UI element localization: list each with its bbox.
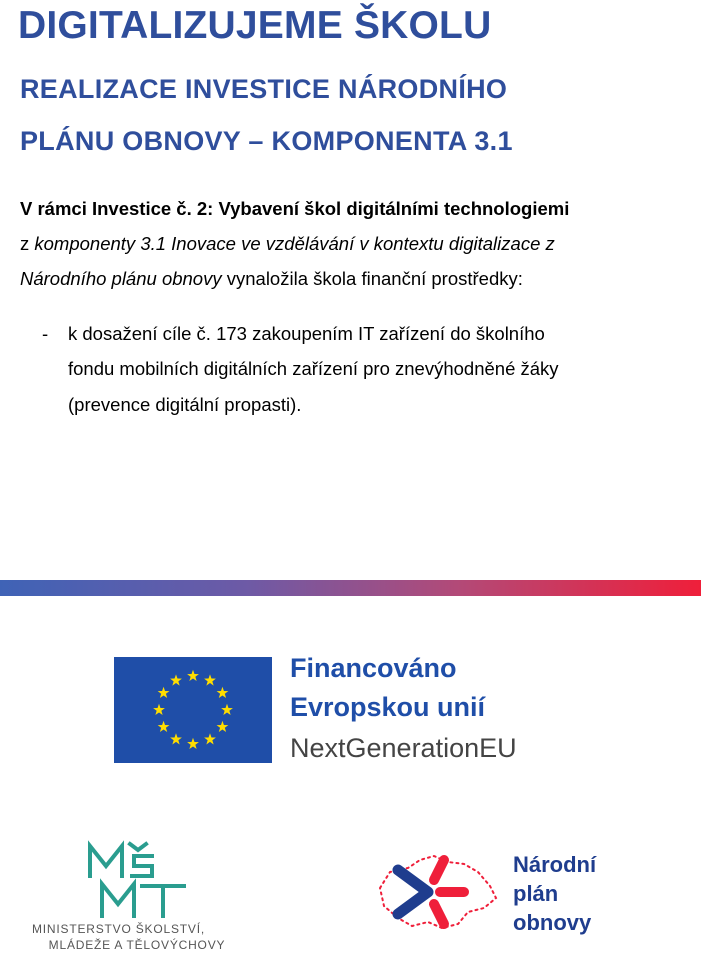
npo-name-line-3: obnovy bbox=[513, 910, 592, 935]
bullet-line-3: (prevence digitální propasti). bbox=[68, 394, 302, 415]
body-line-2-plain: z bbox=[20, 233, 35, 254]
eu-star-icon bbox=[153, 704, 165, 715]
next-generation-eu-label: NextGenerationEU bbox=[290, 733, 517, 763]
subtitle-line-2: PLÁNU OBNOVY – KOMPONENTA 3.1 bbox=[20, 126, 513, 156]
eu-star-icon bbox=[170, 674, 182, 685]
narodni-plan-obnovy-logo bbox=[368, 842, 500, 942]
page-title: DIGITALIZUJEME ŠKOLU bbox=[18, 4, 492, 47]
msmt-logo bbox=[82, 840, 192, 920]
body-line-3-italic: Národního plánu obnovy bbox=[20, 268, 222, 289]
eu-star-icon bbox=[187, 738, 199, 749]
investment-heading: V rámci Investice č. 2: Vybavení škol digitálními technologiemi bbox=[20, 198, 570, 219]
bullet-line-1: k dosažení cíle č. 173 zakoupením IT zařízení do školního bbox=[68, 323, 545, 344]
body-line-2 bbox=[20, 227, 555, 261]
eu-star-icon bbox=[221, 704, 233, 715]
msmt-name-line-2: MLÁDEŽE A TĚLOVÝCHOVY bbox=[48, 938, 226, 952]
body-line-2-italic: komponenty 3.1 Inovace ve vzdělávání v kontextu digitalizace z bbox=[34, 233, 555, 254]
eu-star-icon bbox=[204, 674, 216, 685]
body-line-3 bbox=[20, 262, 523, 296]
gradient-divider bbox=[0, 580, 701, 596]
body-line-3-plain: vynaložila škola finanční prostředky: bbox=[221, 268, 523, 289]
eu-star-icon bbox=[217, 687, 229, 698]
bullet-line-2: fondu mobilních digitálních zařízení pro znevýhodněné žáky bbox=[68, 358, 559, 379]
eu-star-icon bbox=[187, 670, 199, 681]
eu-star-icon bbox=[158, 721, 170, 732]
eu-funded-line-1: Financováno bbox=[290, 653, 457, 683]
eu-star-icon bbox=[204, 733, 216, 744]
eu-flag-icon bbox=[114, 657, 272, 763]
eu-funded-line-2: Evropskou unií bbox=[290, 692, 486, 722]
eu-star-icon bbox=[217, 721, 229, 732]
eu-star-icon bbox=[170, 733, 182, 744]
npo-name-line-2: plán bbox=[513, 881, 559, 906]
eu-star-icon bbox=[158, 687, 170, 698]
bullet-marker: - bbox=[42, 323, 49, 344]
npo-name-line-1: Národní bbox=[513, 852, 597, 877]
subtitle-line-1: REALIZACE INVESTICE NÁRODNÍHO bbox=[20, 74, 508, 104]
msmt-name-line-1: MINISTERSTVO ŠKOLSTVÍ, bbox=[32, 922, 205, 936]
